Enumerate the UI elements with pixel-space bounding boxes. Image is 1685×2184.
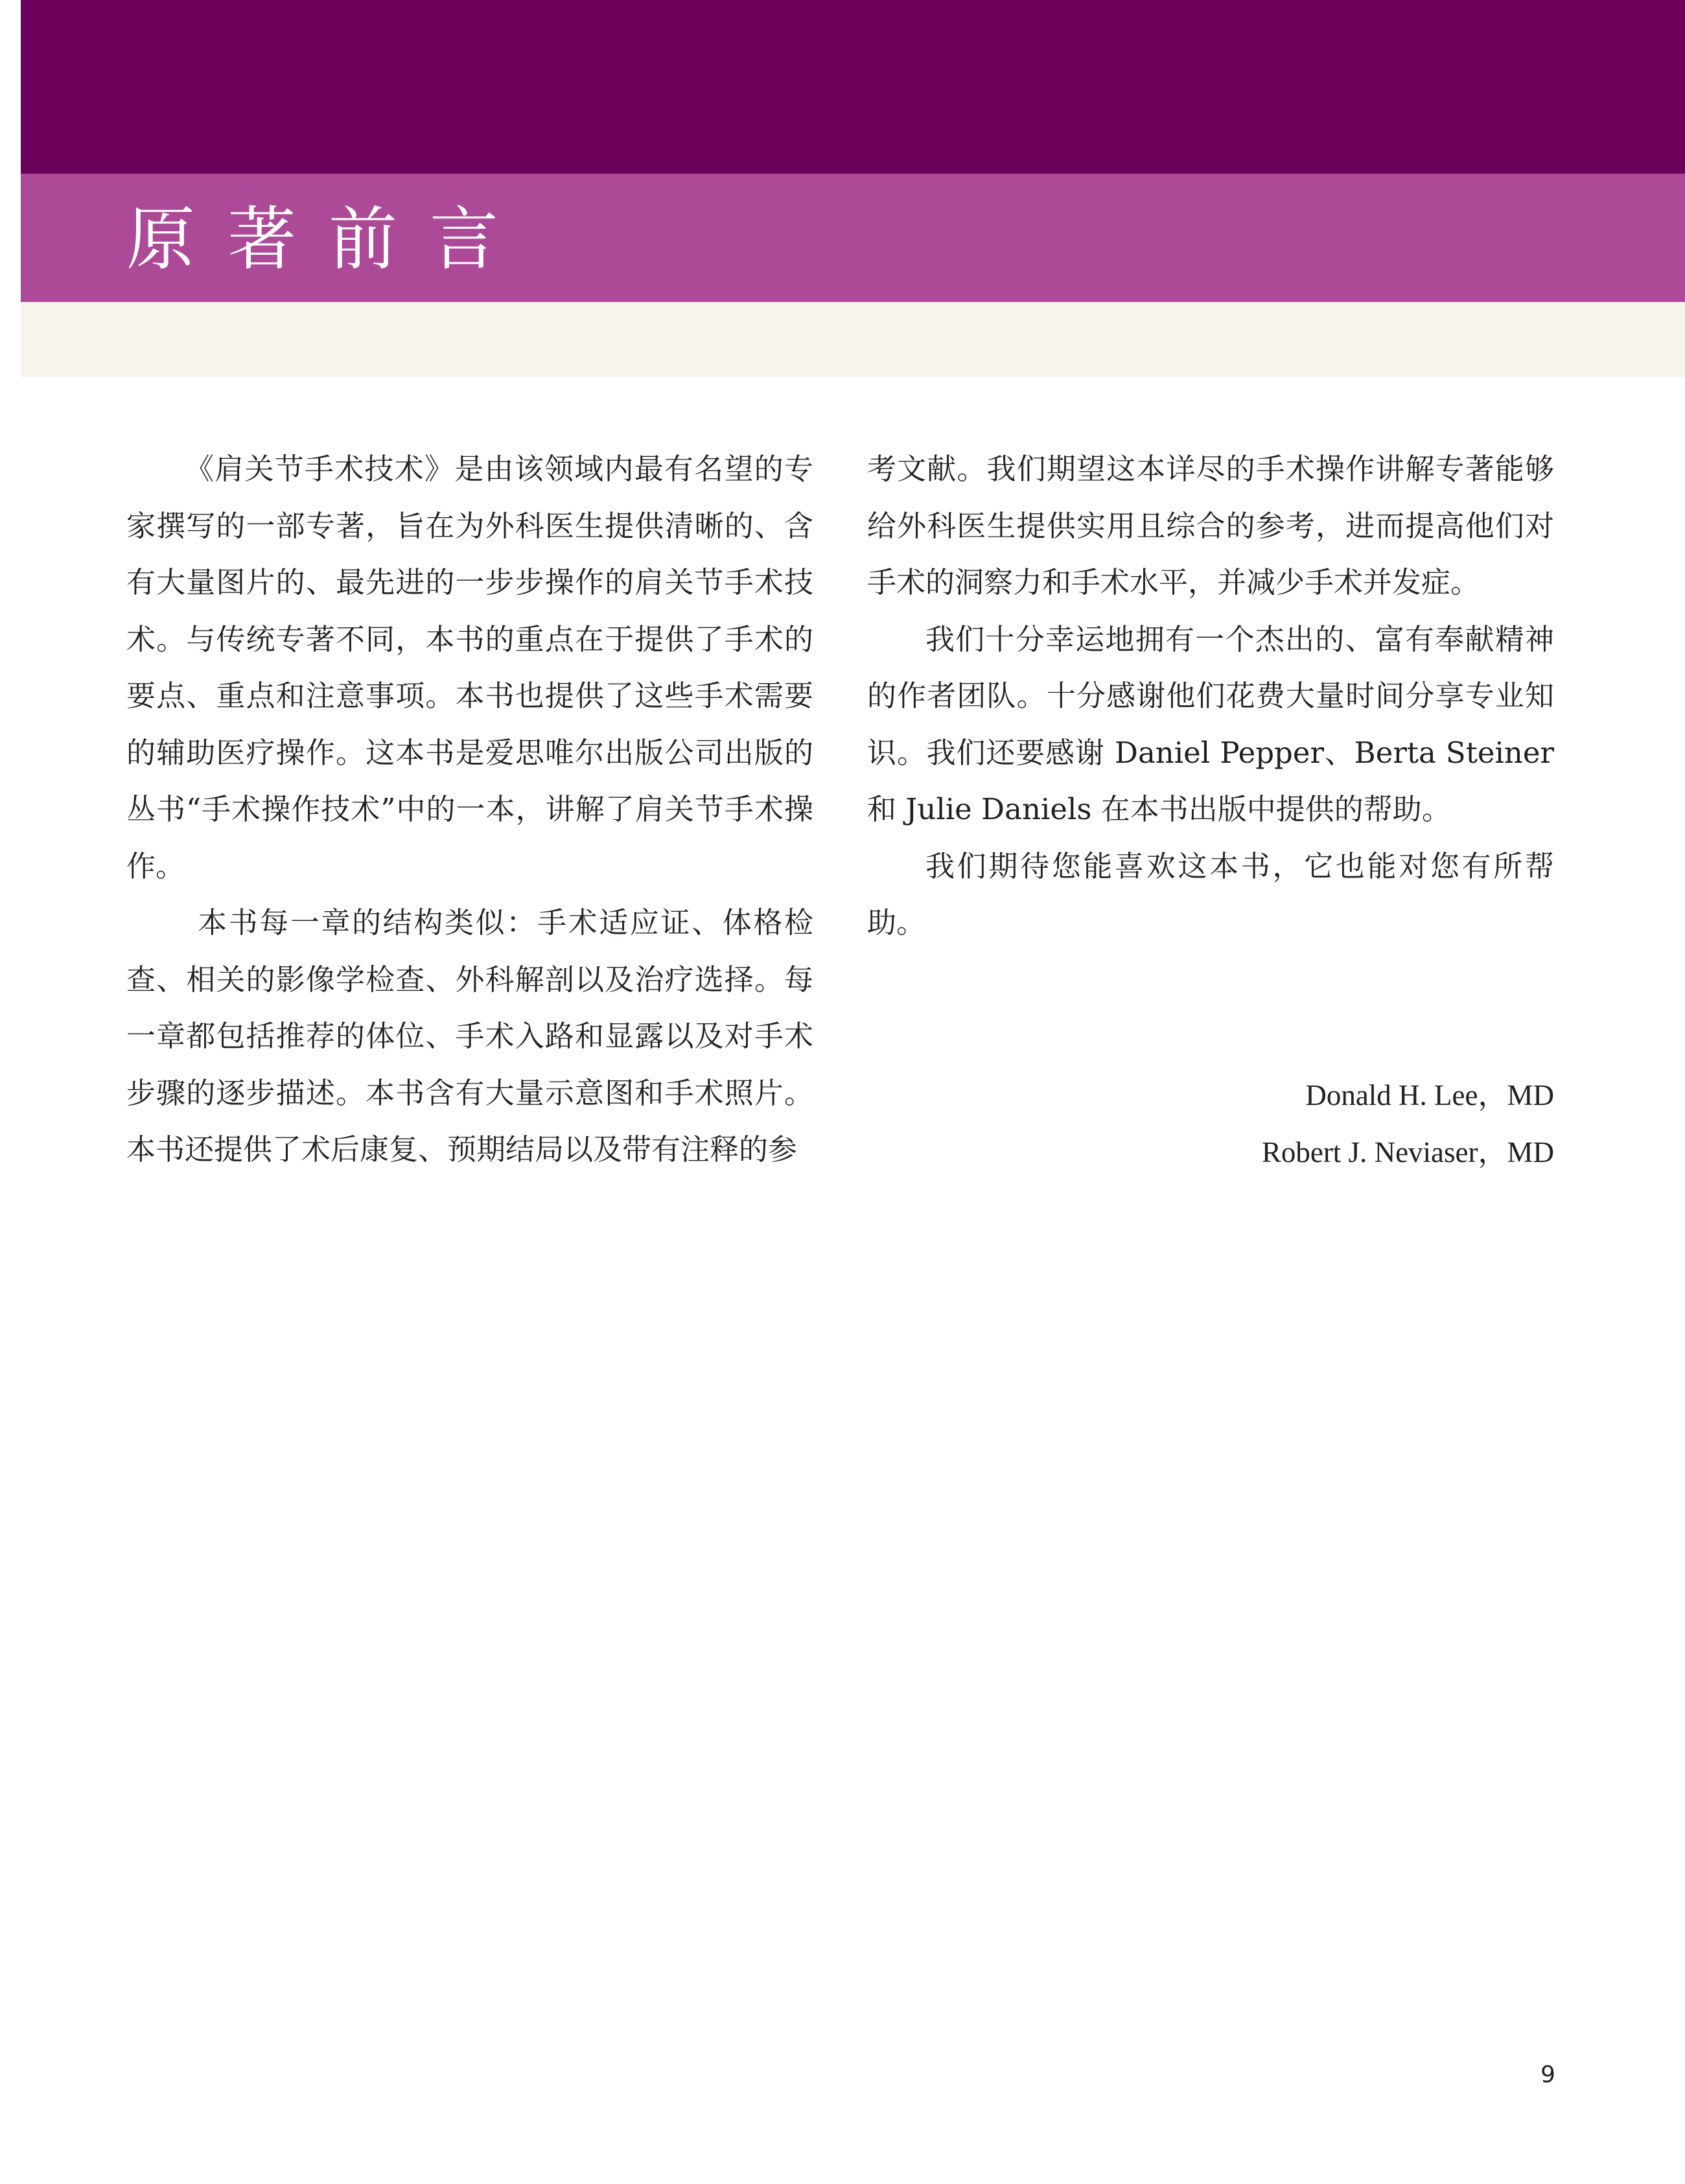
paragraph: 《肩关节手术技术》是由该领域内最有名望的专家撰写的一部专著，旨在为外科医生提供清晰的、含有大量图片的、最先进的一步步操作的肩关节手术技术。与传统专著不同，本书的重点在于提供了手术的要点、重点和注意事项。本书也提供了这些手术需要的辅助医疗操作。这本书是爱思唯尔出版公司出版的丛书“手术操作技术”中的一本，讲解了肩关节手术操作。 (126, 452, 813, 883)
page-title: 原著前言 (126, 200, 531, 279)
paragraph: 我们期待您能喜欢这本书，它也能对您有所帮助。 (867, 848, 1554, 940)
right-column (867, 441, 1554, 951)
page-number: 9 (1540, 2062, 1555, 2088)
author-signatures (867, 1067, 1554, 1181)
paragraph: 考文献。我们期望这本详尽的手术操作讲解专著能够给外科医生提供实用且综合的参考，进而提高他们对手术的洞察力和手术水平，并减少手术并发症。 (867, 452, 1554, 599)
header-light-band (21, 302, 1685, 377)
left-column (126, 441, 813, 1178)
author-name: Robert J. Neviaser，MD (1261, 1135, 1554, 1168)
author-name: Donald H. Lee，MD (1305, 1079, 1554, 1111)
paragraph: 本书每一章的结构类似：手术适应证、体格检查、相关的影像学检查、外科解剖以及治疗选择。每一章都包括推荐的体位、手术入路和显露以及对手术步骤的逐步描述。本书含有大量示意图和手术照片。本书还提供了术后康复、预期结局以及带有注释的参 (126, 905, 813, 1167)
header-top-band (21, 0, 1685, 174)
paragraph: 我们十分幸运地拥有一个杰出的、富有奉献精神的作者团队。十分感谢他们花费大量时间分享专业知识。我们还要感谢 Daniel Pepper、Berta Steiner 和 Julie Daniels 在本书出版中提供的帮助。 (867, 622, 1554, 826)
